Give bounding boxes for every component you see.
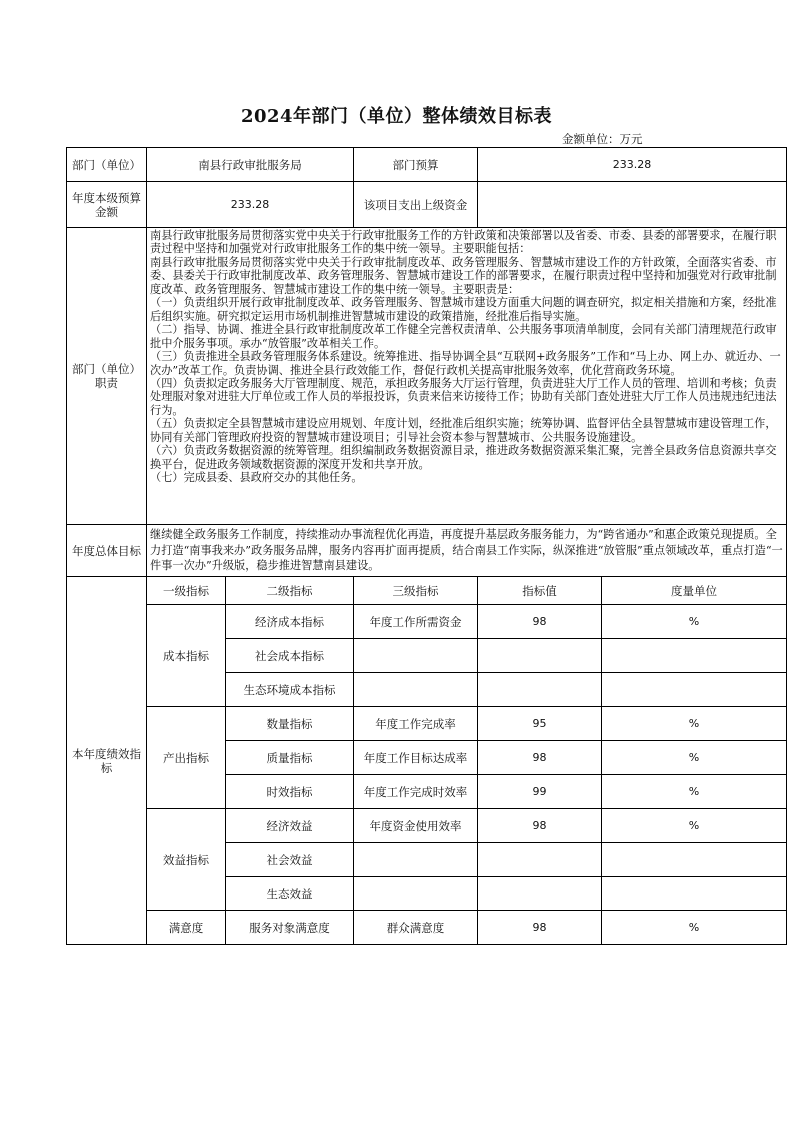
- column-header: 二级指标: [226, 577, 354, 605]
- performance-goal-table: [66, 147, 787, 945]
- indicator-value: [478, 673, 602, 707]
- indicator-unit: [602, 639, 787, 673]
- indicator-value: 98: [478, 911, 602, 945]
- level1-indicator: 成本指标: [147, 605, 226, 707]
- duties-text: [147, 228, 787, 525]
- level2-indicator: 经济成本指标: [226, 605, 354, 639]
- duties-label: 部门（单位）职责: [67, 228, 147, 525]
- indicator-unit: %: [602, 809, 787, 843]
- column-header: 度量单位: [602, 577, 787, 605]
- level3-indicator: 群众满意度: [354, 911, 478, 945]
- duty-paragraph: （四）负责拟定政务服务大厅管理制度、规范，承担政务服务大厅运行管理，负责进驻大厅工作人员的管理、培训和考核；负责处理服对象对进驻大厅单位或工作人员的举报投诉，负责来信来访接待工作；协助有关部门查处进驻大厅工作人员违规违纪违法行为。: [150, 376, 777, 417]
- level3-indicator: 年度工作完成率: [354, 707, 478, 741]
- indicator-unit: %: [602, 605, 787, 639]
- duty-paragraph: 南县行政审批服务局贯彻落实党中央关于行政审批制度改革、政务管理服务、智慧城市建设工作的方针政策，全面落实省委、市委、县委关于行政审批制度改革、政务管理服务、智慧城市建设工作的部署要求，在履行职责过程中坚持和加强党对行政审批制度改革、政务管理服务、智慧城市建设工作的集中统一领导。主要职责是：: [150, 255, 777, 296]
- indicator-unit: %: [602, 741, 787, 775]
- annual-budget-label: 年度本级预算金额: [67, 182, 147, 228]
- annual-goal-label: 年度总体目标: [67, 525, 147, 577]
- level2-indicator: 生态效益: [226, 877, 354, 911]
- superior-funds-label: 该项目支出上级资金: [354, 182, 478, 228]
- level2-indicator: 服务对象满意度: [226, 911, 354, 945]
- level3-indicator: [354, 639, 478, 673]
- indicator-value: 95: [478, 707, 602, 741]
- column-header: 三级指标: [354, 577, 478, 605]
- column-header: 一级指标: [147, 577, 226, 605]
- level3-indicator: [354, 673, 478, 707]
- level1-indicator: 效益指标: [147, 809, 226, 911]
- budget-label: 部门预算: [354, 148, 478, 182]
- level2-indicator: 经济效益: [226, 809, 354, 843]
- duty-paragraph: （五）负责拟定全县智慧城市建设应用规划、年度计划，经批准后组织实施；统筹协调、监督评估全县智慧城市建设管理工作，协同有关部门管理政府投资的智慧城市建设项目；引导社会资本参与智慧城市、公共服务设施建设。: [150, 417, 777, 444]
- level3-indicator: 年度工作完成时效率: [354, 775, 478, 809]
- dept-value: 南县行政审批服务局: [147, 148, 354, 182]
- superior-funds-value: [478, 182, 787, 228]
- annual-goal-row: [67, 525, 787, 577]
- budget-value: 233.28: [478, 148, 787, 182]
- indicator-value: [478, 877, 602, 911]
- indicator-unit: [602, 673, 787, 707]
- indicator-unit: [602, 843, 787, 877]
- indicator-value: [478, 639, 602, 673]
- indicator-row: [67, 911, 787, 945]
- level2-indicator: 社会效益: [226, 843, 354, 877]
- indicator-unit: %: [602, 911, 787, 945]
- level3-indicator: 年度工作所需资金: [354, 605, 478, 639]
- annual-budget-row: [67, 182, 787, 228]
- annual-budget-value: 233.28: [147, 182, 354, 228]
- duty-paragraph: （六）负责政务数据资源的统筹管理。组织编制政务数据资源目录，推进政务数据资源采集汇聚，完善全县政务信息资源共享交换平台，促进政务领域数据资源的深度开发和共享开放。: [150, 444, 777, 471]
- level1-indicator: 产出指标: [147, 707, 226, 809]
- column-header: 指标值: [478, 577, 602, 605]
- indicator-value: 98: [478, 809, 602, 843]
- duty-paragraph: （二）指导、协调、推进全县行政审批制度改革工作健全完善权责清单、公共服务事项清单制度，会同有关部门清理规范行政审批中介服务事项。承办“放管服”改革相关工作。: [150, 323, 777, 350]
- level2-indicator: 数量指标: [226, 707, 354, 741]
- duty-paragraph: （七）完成县委、县政府交办的其他任务。: [150, 471, 363, 485]
- page-title: 2024年部门（单位）整体绩效目标表: [240, 106, 553, 127]
- duty-paragraph: （三）负责推进全县政务管理服务体系建设。统筹推进、指导协调全县“互联网+政务服务”工作和“马上办、网上办、就近办、一次办”改革工作。负责协调、推进全县行政效能工作，督促行政机关提高审批服务效率，优化营商政务环境。: [150, 350, 781, 377]
- indicators-section-label: 本年度绩效指标: [67, 577, 147, 945]
- level3-indicator: 年度工作目标达成率: [354, 741, 478, 775]
- dept-row: [67, 148, 787, 182]
- level3-indicator: [354, 843, 478, 877]
- indicator-row: [67, 809, 787, 843]
- indicator-unit: [602, 877, 787, 911]
- indicator-row: [67, 707, 787, 741]
- level3-indicator: [354, 877, 478, 911]
- level2-indicator: 质量指标: [226, 741, 354, 775]
- indicator-value: 98: [478, 605, 602, 639]
- duties-row: [67, 228, 787, 525]
- indicator-unit: %: [602, 707, 787, 741]
- indicator-row: [67, 605, 787, 639]
- dept-label: 部门（单位）: [67, 148, 147, 182]
- level2-indicator: 社会成本指标: [226, 639, 354, 673]
- level3-indicator: 年度资金使用效率: [354, 809, 478, 843]
- indicator-value: 99: [478, 775, 602, 809]
- indicator-unit: %: [602, 775, 787, 809]
- level2-indicator: 时效指标: [226, 775, 354, 809]
- annual-goal-text: 继续健全政务服务工作制度，持续推动办事流程优化再造，再度提升基层政务服务能力，为“跨省通办”和惠企政策兑现提质。全力打造“南事我来办”政务服务品牌，服务内容再扩面再提质，结合南县工作实际，纵深推进“放管服”重点领域改革，重点打造“一件事一次办”升级版，稳步推进智慧南县建设。: [147, 525, 787, 577]
- duty-paragraph: 南县行政审批服务局贯彻落实党中央关于行政审批服务工作的方针政策和决策部署以及省委、市委、县委的部署要求，在履行职责过程中坚持和加强党对行政审批服务工作的集中统一领导。主要职能包括：: [150, 229, 777, 256]
- level1-indicator: 满意度: [147, 911, 226, 945]
- indicator-header-row: [67, 577, 787, 605]
- level2-indicator: 生态环境成本指标: [226, 673, 354, 707]
- indicator-value: 98: [478, 741, 602, 775]
- indicator-value: [478, 843, 602, 877]
- duty-paragraph: （一）负责组织开展行政审批制度改革、政务管理服务、智慧城市建设方面重大问题的调查研究，拟定相关措施和方案，经批准后组织实施。研究拟定运用市场机制推进智慧城市建设的政策措施，经批准后指导实施。: [150, 296, 777, 323]
- amount-unit-label: 金额单位：万元: [562, 132, 643, 146]
